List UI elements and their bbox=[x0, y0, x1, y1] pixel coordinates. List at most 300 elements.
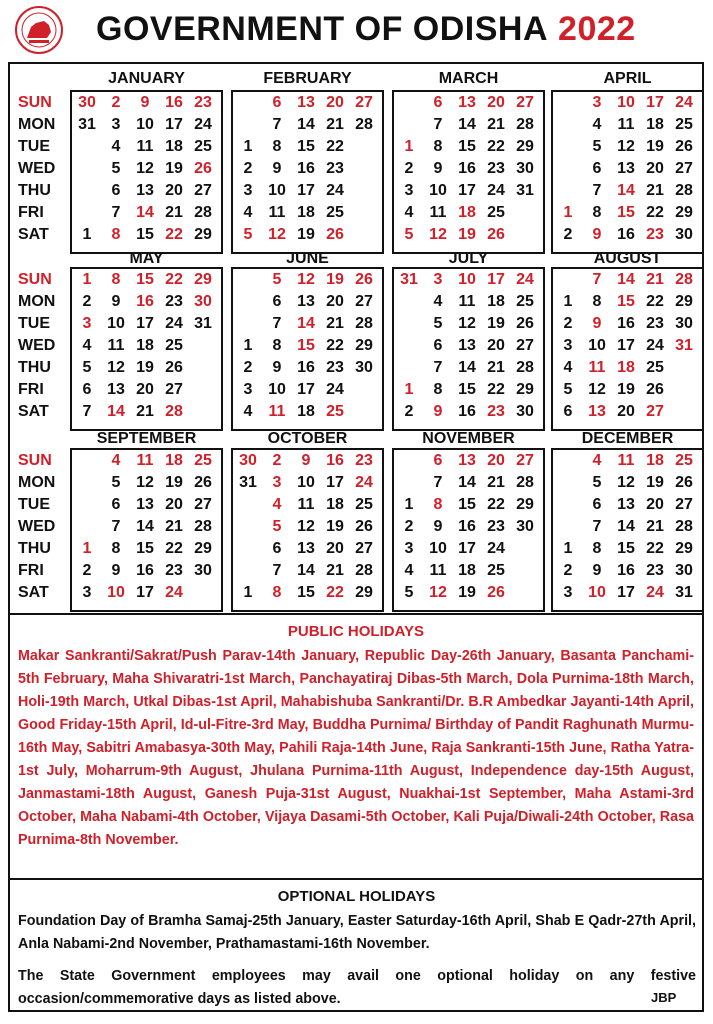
date-cell: 10 bbox=[429, 540, 447, 557]
date-cell: 18 bbox=[297, 403, 315, 420]
date-cell: 7 bbox=[272, 315, 282, 332]
weekday-label: FRI bbox=[18, 562, 44, 579]
date-cell: 31 bbox=[675, 337, 693, 354]
date-cell: 13 bbox=[136, 182, 154, 199]
date-cell: 21 bbox=[487, 116, 505, 133]
date-cell: 20 bbox=[646, 496, 664, 513]
date-cell: 20 bbox=[326, 293, 344, 310]
date-cell: 23 bbox=[646, 226, 664, 243]
weekday-label: TUE bbox=[18, 496, 50, 513]
date-cell: 2 bbox=[563, 315, 573, 332]
employee-note: The State Government employees may avail one optional holiday on any festive occasion/commemorative days as listed above. bbox=[18, 968, 696, 1007]
date-cell: 11 bbox=[458, 293, 476, 310]
date-cell: 2 bbox=[404, 403, 414, 420]
date-cell: 9 bbox=[433, 403, 443, 420]
month-name: MARCH bbox=[438, 70, 499, 87]
date-cell: 19 bbox=[297, 226, 315, 243]
date-cell: 28 bbox=[165, 403, 183, 420]
date-cell: 28 bbox=[516, 359, 534, 376]
date-cell: 6 bbox=[563, 403, 573, 420]
date-cell: 11 bbox=[588, 359, 606, 376]
date-cell: 3 bbox=[433, 271, 443, 288]
date-cell: 23 bbox=[355, 452, 373, 469]
month-name: DECEMBER bbox=[581, 430, 674, 447]
date-cell: 24 bbox=[326, 182, 344, 199]
date-cell: 5 bbox=[592, 474, 602, 491]
date-cell: 28 bbox=[516, 116, 534, 133]
weekday-label: WED bbox=[18, 337, 56, 354]
date-cell: 29 bbox=[675, 204, 693, 221]
date-cell: 9 bbox=[272, 359, 282, 376]
weekday-label: TUE bbox=[18, 138, 50, 155]
date-cell: 4 bbox=[592, 116, 602, 133]
optional-holidays-text: Foundation Day of Bramha Samaj-25th January, Easter Saturday-16th April, Shab E Qadr-27th April, Anla Nabami-2nd November, Prathamastami-16th November. bbox=[18, 913, 696, 952]
date-cell: 26 bbox=[646, 381, 664, 398]
date-cell: 17 bbox=[617, 337, 635, 354]
date-cell: 13 bbox=[297, 540, 315, 557]
date-cell: 13 bbox=[617, 496, 635, 513]
date-cell: 3 bbox=[272, 474, 282, 491]
date-cell: 15 bbox=[136, 226, 154, 243]
date-cell: 10 bbox=[136, 116, 154, 133]
date-cell: 28 bbox=[194, 204, 212, 221]
date-cell: 8 bbox=[272, 337, 282, 354]
date-cell: 13 bbox=[297, 293, 315, 310]
date-cell: 22 bbox=[646, 293, 664, 310]
date-cell: 29 bbox=[675, 540, 693, 557]
date-cell: 7 bbox=[272, 562, 282, 579]
date-cell: 7 bbox=[592, 182, 602, 199]
date-cell: 8 bbox=[272, 584, 282, 601]
date-cell: 3 bbox=[243, 182, 253, 199]
date-cell: 13 bbox=[458, 337, 476, 354]
date-cell: 23 bbox=[487, 518, 505, 535]
date-cell: 10 bbox=[617, 94, 635, 111]
date-cell: 19 bbox=[458, 226, 476, 243]
date-cell: 23 bbox=[165, 293, 183, 310]
date-cell: 16 bbox=[136, 562, 154, 579]
date-cell: 22 bbox=[326, 337, 344, 354]
date-cell: 19 bbox=[458, 584, 476, 601]
date-cell: 11 bbox=[297, 496, 315, 513]
date-cell: 20 bbox=[487, 452, 505, 469]
date-cell: 4 bbox=[592, 452, 602, 469]
date-cell: 17 bbox=[136, 584, 154, 601]
date-cell: 20 bbox=[617, 403, 635, 420]
date-cell: 10 bbox=[429, 182, 447, 199]
date-cell: 14 bbox=[617, 271, 635, 288]
date-cell: 19 bbox=[487, 315, 505, 332]
date-cell: 11 bbox=[107, 337, 125, 354]
date-cell: 31 bbox=[675, 584, 693, 601]
weekday-label: MON bbox=[18, 293, 56, 310]
date-cell: 27 bbox=[355, 293, 373, 310]
month-name: JANUARY bbox=[108, 70, 185, 87]
date-cell: 27 bbox=[355, 540, 373, 557]
date-cell: 25 bbox=[646, 359, 664, 376]
date-cell: 25 bbox=[326, 403, 344, 420]
date-cell: 29 bbox=[194, 271, 212, 288]
date-cell: 7 bbox=[111, 518, 121, 535]
date-cell: 2 bbox=[82, 293, 92, 310]
date-cell: 8 bbox=[592, 293, 602, 310]
date-cell: 18 bbox=[326, 496, 344, 513]
date-cell: 29 bbox=[516, 496, 534, 513]
date-cell: 28 bbox=[355, 562, 373, 579]
date-cell: 17 bbox=[458, 182, 476, 199]
date-cell: 2 bbox=[82, 562, 92, 579]
year-text: 2022 bbox=[558, 10, 636, 48]
weekday-label: FRI bbox=[18, 204, 44, 221]
date-cell: 23 bbox=[487, 403, 505, 420]
date-cell: 23 bbox=[165, 562, 183, 579]
date-cell: 20 bbox=[165, 496, 183, 513]
date-cell: 18 bbox=[617, 359, 635, 376]
date-cell: 25 bbox=[487, 562, 505, 579]
date-cell: 4 bbox=[111, 452, 121, 469]
date-cell: 16 bbox=[165, 94, 183, 111]
date-cell: 3 bbox=[563, 337, 573, 354]
date-cell: 11 bbox=[617, 116, 635, 133]
weekday-label: THU bbox=[18, 540, 51, 557]
date-cell: 6 bbox=[272, 540, 282, 557]
date-cell: 27 bbox=[516, 452, 534, 469]
month-name: APRIL bbox=[603, 70, 652, 87]
date-cell: 27 bbox=[355, 94, 373, 111]
date-cell: 5 bbox=[433, 315, 443, 332]
date-cell: 17 bbox=[646, 94, 664, 111]
date-cell: 13 bbox=[458, 452, 476, 469]
weekday-label: WED bbox=[18, 518, 56, 535]
date-cell: 30 bbox=[516, 160, 534, 177]
date-cell: 17 bbox=[487, 271, 505, 288]
date-cell: 16 bbox=[297, 359, 315, 376]
date-cell: 5 bbox=[111, 474, 121, 491]
date-cell: 14 bbox=[458, 116, 476, 133]
date-cell: 29 bbox=[355, 584, 373, 601]
date-cell: 14 bbox=[458, 474, 476, 491]
date-cell: 7 bbox=[433, 359, 443, 376]
date-cell: 31 bbox=[78, 116, 96, 133]
date-cell: 18 bbox=[646, 116, 664, 133]
date-cell: 20 bbox=[136, 381, 154, 398]
date-cell: 12 bbox=[458, 315, 476, 332]
date-cell: 4 bbox=[243, 403, 253, 420]
date-cell: 26 bbox=[355, 518, 373, 535]
date-cell: 12 bbox=[617, 474, 635, 491]
date-cell: 10 bbox=[107, 315, 125, 332]
date-cell: 17 bbox=[297, 182, 315, 199]
date-cell: 30 bbox=[516, 518, 534, 535]
date-cell: 1 bbox=[243, 584, 253, 601]
date-cell: 31 bbox=[400, 271, 418, 288]
date-cell: 27 bbox=[675, 496, 693, 513]
date-cell: 12 bbox=[297, 271, 315, 288]
month-name: MAY bbox=[129, 250, 164, 267]
date-cell: 13 bbox=[107, 381, 125, 398]
date-cell: 3 bbox=[563, 584, 573, 601]
date-cell: 16 bbox=[458, 160, 476, 177]
date-cell: 9 bbox=[111, 293, 121, 310]
date-cell: 29 bbox=[194, 226, 212, 243]
date-cell: 21 bbox=[646, 271, 664, 288]
date-cell: 25 bbox=[355, 496, 373, 513]
date-cell: 21 bbox=[487, 474, 505, 491]
date-cell: 4 bbox=[404, 562, 414, 579]
weekday-label: MON bbox=[18, 474, 56, 491]
date-cell: 29 bbox=[516, 138, 534, 155]
date-cell: 8 bbox=[433, 381, 443, 398]
month-name: JULY bbox=[448, 250, 489, 267]
weekday-label: THU bbox=[18, 359, 51, 376]
date-cell: 5 bbox=[272, 518, 282, 535]
date-cell: 12 bbox=[588, 381, 606, 398]
optional-holidays-title: OPTIONAL HOLIDAYS bbox=[277, 888, 436, 905]
date-cell: 6 bbox=[592, 496, 602, 513]
date-cell: 27 bbox=[165, 381, 183, 398]
date-cell: 5 bbox=[404, 226, 414, 243]
date-cell: 13 bbox=[588, 403, 606, 420]
date-cell: 20 bbox=[487, 337, 505, 354]
date-cell: 5 bbox=[563, 381, 573, 398]
date-cell: 8 bbox=[433, 496, 443, 513]
date-cell: 26 bbox=[487, 584, 505, 601]
date-cell: 28 bbox=[675, 271, 693, 288]
date-cell: 26 bbox=[165, 359, 183, 376]
date-cell: 17 bbox=[165, 116, 183, 133]
date-cell: 14 bbox=[297, 562, 315, 579]
date-cell: 4 bbox=[111, 138, 121, 155]
weekday-label: SUN bbox=[18, 452, 52, 469]
date-cell: 4 bbox=[82, 337, 92, 354]
date-cell: 3 bbox=[111, 116, 121, 133]
public-holidays-section bbox=[10, 613, 702, 880]
date-cell: 1 bbox=[563, 540, 573, 557]
date-cell: 19 bbox=[326, 271, 344, 288]
date-cell: 20 bbox=[646, 160, 664, 177]
date-cell: 17 bbox=[326, 474, 344, 491]
date-cell: 24 bbox=[487, 182, 505, 199]
date-cell: 2 bbox=[243, 160, 253, 177]
date-cell: 2 bbox=[563, 562, 573, 579]
date-cell: 19 bbox=[136, 359, 154, 376]
month-name: JUNE bbox=[286, 250, 329, 267]
date-cell: 17 bbox=[458, 540, 476, 557]
date-cell: 1 bbox=[82, 540, 92, 557]
date-cell: 12 bbox=[617, 138, 635, 155]
month-name: NOVEMBER bbox=[422, 430, 515, 447]
date-cell: 15 bbox=[617, 540, 635, 557]
date-cell: 6 bbox=[592, 160, 602, 177]
date-cell: 7 bbox=[592, 271, 602, 288]
date-cell: 1 bbox=[82, 271, 92, 288]
date-cell: 28 bbox=[675, 182, 693, 199]
date-cell: 8 bbox=[592, 540, 602, 557]
date-cell: 21 bbox=[136, 403, 154, 420]
date-cell: 4 bbox=[243, 204, 253, 221]
date-cell: 2 bbox=[404, 518, 414, 535]
date-cell: 1 bbox=[404, 138, 414, 155]
date-cell: 8 bbox=[272, 138, 282, 155]
date-cell: 12 bbox=[429, 584, 447, 601]
date-cell: 3 bbox=[243, 381, 253, 398]
date-cell: 18 bbox=[458, 562, 476, 579]
date-cell: 12 bbox=[136, 474, 154, 491]
date-cell: 18 bbox=[487, 293, 505, 310]
date-cell: 10 bbox=[107, 584, 125, 601]
date-cell: 19 bbox=[165, 474, 183, 491]
date-cell: 14 bbox=[617, 182, 635, 199]
weekday-label: SAT bbox=[18, 226, 49, 243]
date-cell: 7 bbox=[111, 204, 121, 221]
weekday-label: WED bbox=[18, 160, 56, 177]
date-cell: 29 bbox=[194, 540, 212, 557]
date-cell: 30 bbox=[516, 403, 534, 420]
date-cell: 9 bbox=[592, 562, 602, 579]
weekday-label: SAT bbox=[18, 584, 49, 601]
weekday-label: TUE bbox=[18, 315, 50, 332]
date-cell: 11 bbox=[268, 204, 286, 221]
date-cell: 4 bbox=[563, 359, 573, 376]
date-cell: 19 bbox=[617, 381, 635, 398]
date-cell: 13 bbox=[458, 94, 476, 111]
date-cell: 2 bbox=[243, 359, 253, 376]
date-cell: 18 bbox=[458, 204, 476, 221]
date-cell: 14 bbox=[458, 359, 476, 376]
date-cell: 16 bbox=[136, 293, 154, 310]
date-cell: 6 bbox=[433, 337, 443, 354]
date-cell: 23 bbox=[646, 315, 664, 332]
date-cell: 6 bbox=[111, 496, 121, 513]
date-cell: 20 bbox=[326, 540, 344, 557]
date-cell: 20 bbox=[326, 94, 344, 111]
date-cell: 6 bbox=[433, 94, 443, 111]
date-cell: 22 bbox=[326, 138, 344, 155]
date-cell: 1 bbox=[563, 293, 573, 310]
month-name: FEBRUARY bbox=[263, 70, 352, 87]
date-cell: 1 bbox=[243, 337, 253, 354]
date-cell: 22 bbox=[646, 540, 664, 557]
date-cell: 7 bbox=[272, 116, 282, 133]
date-cell: 17 bbox=[136, 315, 154, 332]
date-cell: 30 bbox=[78, 94, 96, 111]
date-cell: 15 bbox=[136, 540, 154, 557]
date-cell: 30 bbox=[194, 562, 212, 579]
date-cell: 25 bbox=[194, 138, 212, 155]
date-cell: 9 bbox=[433, 160, 443, 177]
date-cell: 12 bbox=[136, 160, 154, 177]
date-cell: 16 bbox=[326, 452, 344, 469]
date-cell: 22 bbox=[487, 381, 505, 398]
date-cell: 24 bbox=[646, 337, 664, 354]
date-cell: 5 bbox=[111, 160, 121, 177]
date-cell: 2 bbox=[563, 226, 573, 243]
date-cell: 9 bbox=[301, 452, 311, 469]
month-name: AUGUST bbox=[593, 250, 662, 267]
date-cell: 23 bbox=[326, 160, 344, 177]
date-cell: 3 bbox=[404, 182, 414, 199]
date-cell: 1 bbox=[82, 226, 92, 243]
date-cell: 27 bbox=[516, 94, 534, 111]
date-cell: 7 bbox=[433, 116, 443, 133]
date-cell: 22 bbox=[487, 138, 505, 155]
date-cell: 12 bbox=[297, 518, 315, 535]
date-cell: 20 bbox=[487, 94, 505, 111]
date-cell: 10 bbox=[297, 474, 315, 491]
date-cell: 14 bbox=[617, 518, 635, 535]
date-cell: 21 bbox=[165, 518, 183, 535]
date-cell: 25 bbox=[326, 204, 344, 221]
date-cell: 28 bbox=[516, 474, 534, 491]
date-cell: 22 bbox=[487, 496, 505, 513]
date-cell: 9 bbox=[592, 226, 602, 243]
date-cell: 14 bbox=[297, 315, 315, 332]
date-cell: 20 bbox=[165, 182, 183, 199]
date-cell: 1 bbox=[404, 496, 414, 513]
date-cell: 18 bbox=[646, 452, 664, 469]
date-cell: 25 bbox=[675, 452, 693, 469]
date-cell: 26 bbox=[326, 226, 344, 243]
month-name: SEPTEMBER bbox=[96, 430, 197, 447]
date-cell: 30 bbox=[675, 315, 693, 332]
date-cell: 18 bbox=[297, 204, 315, 221]
date-cell: 28 bbox=[675, 518, 693, 535]
date-cell: 18 bbox=[165, 452, 183, 469]
odisha-emblem-icon bbox=[14, 5, 64, 55]
date-cell: 27 bbox=[675, 160, 693, 177]
date-cell: 17 bbox=[297, 381, 315, 398]
date-cell: 2 bbox=[272, 452, 282, 469]
date-cell: 24 bbox=[646, 584, 664, 601]
date-cell: 12 bbox=[268, 226, 286, 243]
weekday-label: SAT bbox=[18, 403, 49, 420]
date-cell: 15 bbox=[617, 293, 635, 310]
public-holidays-title: PUBLIC HOLIDAYS bbox=[287, 623, 425, 640]
date-cell: 8 bbox=[111, 271, 121, 288]
date-cell: 15 bbox=[297, 337, 315, 354]
date-cell: 6 bbox=[82, 381, 92, 398]
date-cell: 28 bbox=[194, 518, 212, 535]
date-cell: 6 bbox=[272, 94, 282, 111]
date-cell: 13 bbox=[617, 160, 635, 177]
date-cell: 15 bbox=[458, 138, 476, 155]
date-cell: 21 bbox=[487, 359, 505, 376]
date-cell: 21 bbox=[646, 518, 664, 535]
date-cell: 15 bbox=[458, 496, 476, 513]
date-cell: 9 bbox=[592, 315, 602, 332]
page-title bbox=[96, 10, 636, 49]
date-cell: 15 bbox=[617, 204, 635, 221]
date-cell: 22 bbox=[326, 584, 344, 601]
date-cell: 15 bbox=[136, 271, 154, 288]
date-cell: 25 bbox=[487, 204, 505, 221]
date-cell: 13 bbox=[136, 496, 154, 513]
date-cell: 21 bbox=[646, 182, 664, 199]
date-cell: 21 bbox=[326, 562, 344, 579]
date-cell: 10 bbox=[588, 337, 606, 354]
date-cell: 11 bbox=[429, 204, 447, 221]
weekday-label: FRI bbox=[18, 381, 44, 398]
date-cell: 5 bbox=[592, 138, 602, 155]
date-cell: 7 bbox=[433, 474, 443, 491]
date-cell: 23 bbox=[646, 562, 664, 579]
date-cell: 14 bbox=[107, 403, 125, 420]
date-cell: 25 bbox=[516, 293, 534, 310]
date-cell: 1 bbox=[404, 381, 414, 398]
weekday-label: SUN bbox=[18, 271, 52, 288]
date-cell: 28 bbox=[355, 116, 373, 133]
date-cell: 31 bbox=[516, 182, 534, 199]
